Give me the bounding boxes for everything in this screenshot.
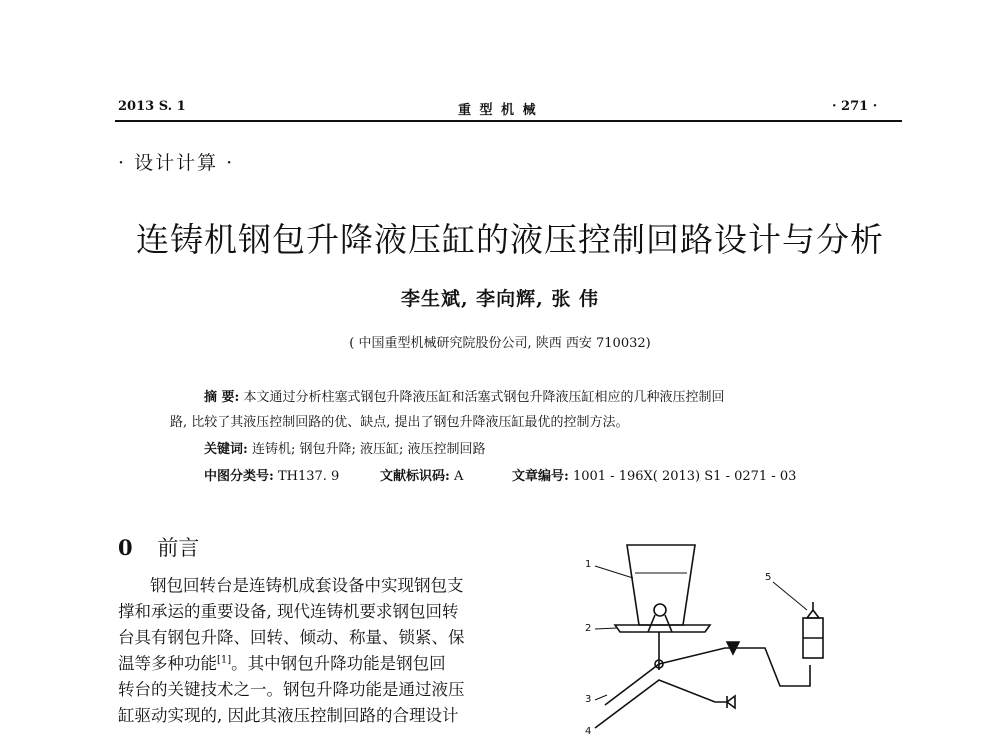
journal-name: 重 型 机 械 <box>458 103 538 118</box>
schematic-svg <box>575 530 875 738</box>
hydraulic-line-main <box>659 648 810 686</box>
keywords <box>204 438 486 457</box>
drain-valve <box>727 696 735 708</box>
body-line-6: 缸驱动实现的, 因此其液压控制回路的合理设计 <box>118 706 459 725</box>
clc-number <box>204 465 339 484</box>
figure-label-2: 2 <box>585 623 592 634</box>
doc-code-value: A <box>453 469 464 484</box>
leader-5 <box>773 582 807 610</box>
body-line-1: 钢包回转台是连铸机成套设备中实现钢包支 <box>150 576 464 595</box>
issue-number: 2013 S. 1 <box>118 99 186 114</box>
body-line-4 <box>118 650 446 674</box>
section-heading <box>118 532 199 562</box>
keywords-label: 关键词: <box>204 442 248 457</box>
abstract-text-1: 本文通过分析柱塞式钢包升降液压缸和活塞式钢包升降液压缸相应的几种液压控制回 <box>243 390 725 405</box>
body-line-5: 转台的关键技术之一。钢包升降功能是通过液压 <box>118 680 465 699</box>
arm-pivot <box>654 604 666 616</box>
leader-3 <box>595 695 607 700</box>
figure-label-1: 1 <box>585 559 592 570</box>
abstract-label: 摘 要: <box>204 390 240 405</box>
page-number: · 271 · <box>832 99 878 114</box>
body-line-2: 撑和承运的重要设备, 现代连铸机要求钢包回转 <box>118 602 459 621</box>
body-line-4a: 温等多种功能 <box>118 654 217 673</box>
citation-ref: [1] <box>217 654 232 666</box>
section-title: 前言 <box>157 536 200 560</box>
section-number: 0 <box>118 535 133 560</box>
body-line-4b: 。其中钢包升降功能是钢包回 <box>231 654 446 673</box>
header-rule <box>115 120 902 122</box>
leader-1 <box>595 566 633 578</box>
leader-2 <box>595 628 617 629</box>
arm-link-left <box>648 615 655 632</box>
abstract-line-1 <box>204 386 724 405</box>
accumulator-cap <box>807 610 819 618</box>
section-tag: · 设计计算 · <box>118 152 235 174</box>
abstract-line-2: 路, 比较了其液压控制回路的优、缺点, 提出了钢包升降液压缸最优的控制方法。 <box>170 415 629 430</box>
body-line-3: 台具有钢包升降、回转、倾动、称量、锁紧、保 <box>118 628 465 647</box>
ladle-schematic-figure <box>575 530 875 738</box>
doc-code-label: 文献标识码: <box>380 469 450 484</box>
article-number <box>512 465 796 484</box>
article-number-value: 1001 - 196X( 2013) S1 - 0271 - 03 <box>572 469 797 484</box>
clc-value: TH137. 9 <box>277 469 340 484</box>
hydraulic-line-lower <box>605 664 659 705</box>
keywords-text: 连铸机; 钢包升降; 液压缸; 液压控制回路 <box>251 442 486 457</box>
hydraulic-line-drain <box>595 680 727 728</box>
affiliation: ( 中国重型机械研究院股份公司, 陕西 西安 710032) <box>349 336 651 351</box>
doc-code <box>380 465 463 484</box>
ladle-body <box>627 545 695 625</box>
authors: 李生斌, 李向辉, 张 伟 <box>400 288 600 310</box>
figure-label-4: 4 <box>585 726 592 737</box>
arm-link-right <box>665 615 672 632</box>
clc-label: 中图分类号: <box>204 469 274 484</box>
figure-label-3: 3 <box>585 694 592 705</box>
figure-label-5: 5 <box>765 572 772 583</box>
article-number-label: 文章编号: <box>512 469 569 484</box>
support-frame <box>615 625 710 632</box>
paper-title: 连铸机钢包升降液压缸的液压控制回路设计与分析 <box>136 220 884 259</box>
